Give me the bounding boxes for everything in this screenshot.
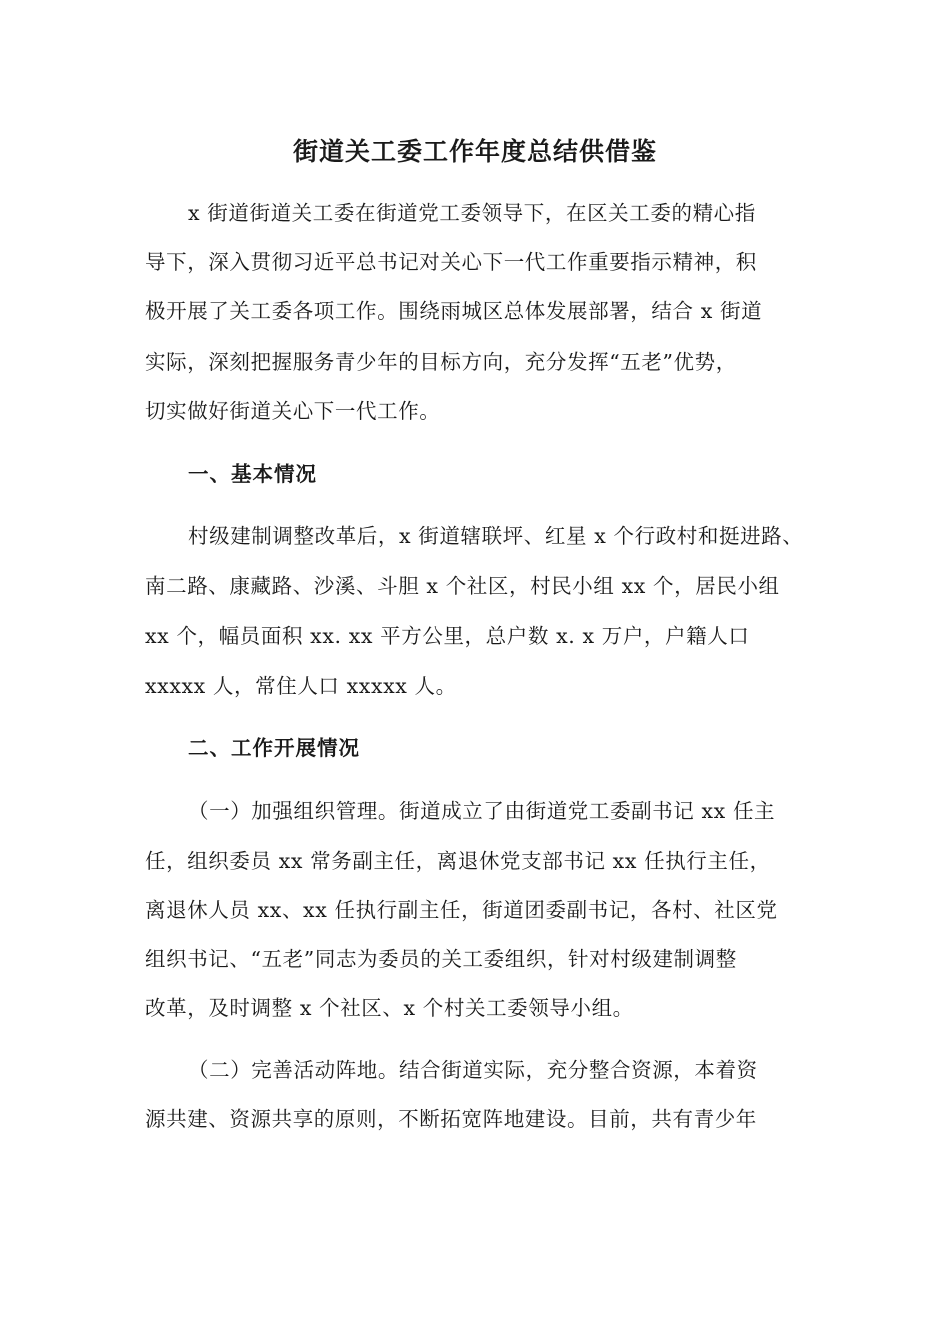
intro-line-3: 极开展了关工委各项工作。围绕雨城区总体发展部署，结合 x 街道 [145,299,763,323]
intro-line-1: x 街道街道关工委在街道党工委领导下，在区关工委的精心指 [188,201,756,225]
org-para-line-4: 组织书记、“五老”同志为委员的关工委组织，针对村级建制调整 [145,947,737,971]
section-1-line-2: 南二路、康藏路、沙溪、斗胆 x 个社区，村民小组 xx 个，居民小组 [145,574,780,598]
org-para-line-5: 改革，及时调整 x 个社区、x 个村关工委领导小组。 [145,996,634,1020]
intro-line-5: 切实做好街道关心下一代工作。 [145,399,441,423]
document-title: 街道关工委工作年度总结供借鉴 [292,137,657,166]
section-1-line-3: xx 个，幅员面积 xx. xx 平方公里，总户数 x. x 万户，户籍人口 [145,624,750,648]
intro-line-4: 实际，深刻把握服务青少年的目标方向，充分发挥“五老”优势， [145,350,737,374]
intro-line-2: 导下，深入贯彻习近平总书记对关心下一代工作重要指示精神，积 [145,250,757,274]
section-1-line-4: xxxxx 人，常住人口 xxxxx 人。 [145,674,457,698]
org-para-line-2: 任，组织委员 xx 常务副主任，离退休党支部书记 xx 任执行主任， [145,849,771,873]
section-1-heading: 一、基本情况 [188,462,317,486]
base-para-line-2: 源共建、资源共享的原则，不断拓宽阵地建设。目前，共有青少年 [145,1107,757,1131]
section-1-line-1: 村级建制调整改革后，x 街道辖联坪、红星 x 个行政村和挺进路、 [188,524,804,548]
section-2-heading: 二、工作开展情况 [188,736,360,760]
org-para-line-1: （一）加强组织管理。街道成立了由街道党工委副书记 xx 任主 [188,799,776,823]
org-para-line-3: 离退休人员 xx、xx 任执行副主任，街道团委副书记，各村、社区党 [145,898,778,922]
base-para-line-1: （二）完善活动阵地。结合街道实际，充分整合资源，本着资 [188,1058,758,1082]
